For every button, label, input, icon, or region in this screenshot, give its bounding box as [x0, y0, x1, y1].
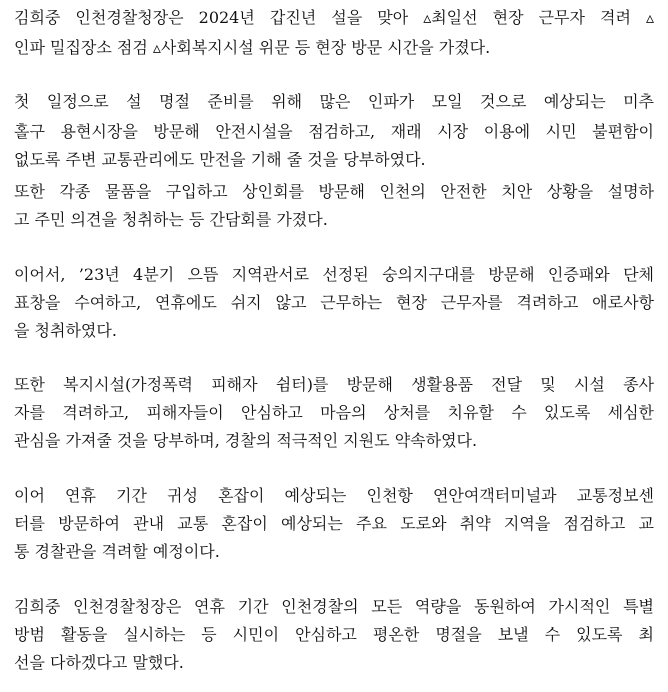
paragraph-4-line-1: 이어서, ’23년 4분기 으뜸 지역관서로 선정된 숭의지구대를 방문해 인증패와 단체	[14, 265, 654, 284]
paragraph-4-line-3: 을 청취하였다.	[14, 321, 117, 340]
paragraph-7-line-1: 김희중 인천경찰청장은 연휴 기간 인천경찰의 모든 역량을 동원하여 가시적인 특별	[14, 597, 654, 616]
paragraph-3-line-1: 또한 각종 물품을 구입하고 상인회를 방문해 인천의 안전한 치안 상황을 설명하	[14, 182, 654, 201]
paragraph-5-line-1: 또한 복지시설(가정폭력 피해자 쉼터)를 방문해 생활용품 전달 및 시설 종사	[14, 375, 654, 394]
paragraph-6-line-1: 이어 연휴 기간 귀성 혼잡이 예상되는 인천항 연안여객터미널과 교통정보센	[14, 486, 654, 505]
paragraph-2-line-2: 홀구 용현시장을 방문해 안전시설을 점검하고, 재래 시장 이용에 시민 불편함이	[14, 122, 654, 141]
paragraph-7-line-3: 선을 다하겠다고 말했다.	[14, 653, 184, 672]
paragraph-4-line-2: 표창을 수여하고, 연휴에도 쉬지 않고 근무하는 현장 근무자를 격려하고 애로사항	[14, 293, 654, 312]
paragraph-5-line-3: 관심을 가져줄 것을 당부하며, 경찰의 적극적인 지원도 약속하였다.	[14, 431, 478, 450]
paragraph-3-line-2: 고 주민 의견을 청취하는 등 간담회를 가졌다.	[14, 210, 328, 229]
paragraph-2-line-1: 첫 일정으로 설 명절 준비를 위해 많은 인파가 모일 것으로 예상되는 미추	[14, 92, 654, 111]
paragraph-2-line-3: 없도록 주변 교통관리에도 만전을 기해 줄 것을 당부하였다.	[14, 150, 426, 169]
paragraph-6-line-3: 통 경찰관을 격려할 예정이다.	[14, 542, 220, 561]
paragraph-7-line-2: 방범 활동을 실시하는 등 시민이 안심하고 평온한 명절을 보낼 수 있도록 최	[14, 625, 654, 644]
paragraph-5-line-2: 자를 격려하고, 피해자들이 안심하고 마음의 상처를 치유할 수 있도록 세심한	[14, 403, 654, 422]
paragraph-1-line-1: 김희중 인천경찰청장은 2024년 갑진년 설을 맞아 ▵최일선 현장 근무자 격려 ▵	[14, 8, 654, 27]
paragraph-1-line-2: 인파 밀집장소 점검 ▵사회복지시설 위문 등 현장 방문 시간을 가졌다.	[14, 38, 491, 57]
paragraph-6-line-2: 터를 방문하여 관내 교통 혼잡이 예상되는 주요 도로와 취약 지역을 점검하고 교	[14, 514, 654, 533]
